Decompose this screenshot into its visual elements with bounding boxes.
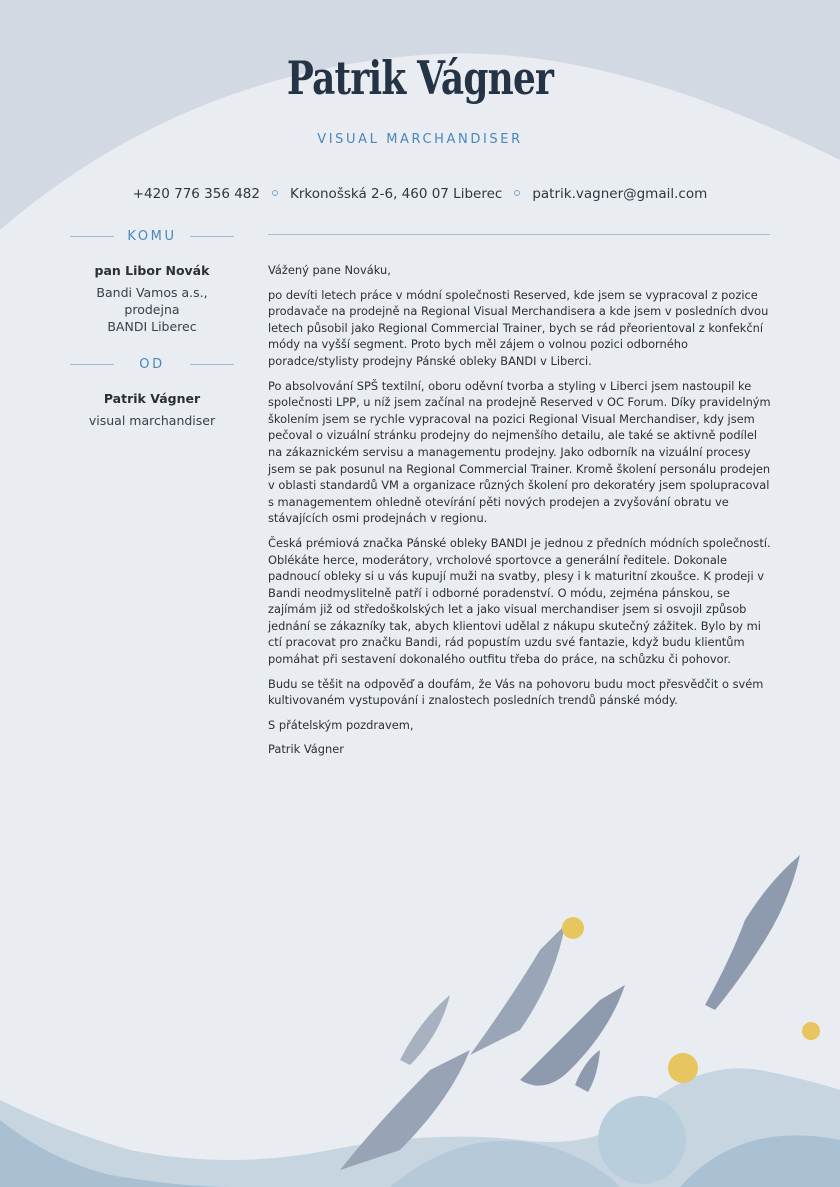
divider xyxy=(70,364,114,365)
contact-line xyxy=(0,185,840,203)
divider xyxy=(70,236,114,237)
recipient-block xyxy=(70,227,234,335)
paragraph: Po absolvování SPŠ textilní, oboru oděvní tvorba a styling v Liberci jsem nastoupil ke společnosti LPP, u níž jsem začínal na prodejně Reserved v OC Forum. Díky pravidelným školením jsem se rychle vypracoval na pozici Regional Visual Merchandiser, kdy jsem pečoval o vizuální stránku prodejny do nejmenšího detailu, ale také se aktivně podílel na zákaznickém servisu a managementu prodejny. Jako odborník na vizuální procesy jsem se pak posunul na Regional Commercial Trainer. Kromě školení personálu prodejen v oblasti standardů VM a organizace různých školení pro dekoratéry jsem spolupracoval s managementem ohledně otevírání pěti nových prodejen a zvyšování obratu ve stávajících osmi prodejnách v regionu. xyxy=(268,378,771,526)
header-divider xyxy=(268,234,770,235)
signature: Patrik Vágner xyxy=(268,742,344,757)
letter-body xyxy=(268,262,772,766)
recipient-company-line: Bandi Vamos a.s., prodejna xyxy=(96,285,208,317)
separator-dot-icon xyxy=(514,190,520,196)
recipient-company-line: BANDI Liberec xyxy=(107,319,197,334)
paragraph: po devíti letech práce v módní společnosti Reserved, kde jsem se vypracoval z pozice prodavače na prodejně na Regional Visual Merchandisera a kde jsem v posledních dvou letech působil jako Regional Commercial Trainer, bych se rád přeorientoval z konfekční módy na vyšší segment. Proto bych měl zájem o volnou pozici odborného poradce/stylisty prodejny Pánské obleky BANDI v Liberci. xyxy=(268,287,769,368)
email-link[interactable]: patrik.vagner@gmail.com xyxy=(532,186,708,202)
divider xyxy=(190,364,234,365)
recipient-company xyxy=(70,284,234,335)
sender-role: visual marchandiser xyxy=(88,413,216,428)
sender-name: Patrik Vágner xyxy=(103,391,201,406)
address: Krkonošská 2-6, 460 07 Liberec xyxy=(290,186,503,202)
divider xyxy=(190,236,234,237)
sender-heading-label: OD xyxy=(139,357,165,372)
phone-number[interactable]: +420 776 356 482 xyxy=(132,186,260,202)
sender-heading xyxy=(70,355,234,373)
sender-block xyxy=(70,355,234,429)
salutation: Vážený pane Nováku, xyxy=(268,263,391,277)
applicant-name: Patrik Vágner xyxy=(286,51,554,105)
recipient-heading xyxy=(70,227,234,245)
recipient-heading-label: KOMU xyxy=(127,229,177,244)
recipient-name: pan Libor Novák xyxy=(94,263,210,278)
paragraph: Česká prémiová značka Pánské obleky BANDI je jednou z předních módních společností. Oblékáte herce, moderátory, vrcholové sportovce a generální ředitele. Dokonale padnoucí obleky si u vás kupují muži na svatby, plesy i k maturitní zkoušce. K prodeji v Bandi neodmyslitelně patří i odborné poradenství. O módu, zejména pánskou, se zajímám již od středoškolských let a jako visual merchandiser jsem si osvojil způsob jednání se zákazníky tak, abych klientovi udělal z nákupu skutečný zážitek. Bylo by mi ctí pracovat pro značku Bandi, rád popustím uzdu své fantazie, když budu klientům pomáhat při sestavení dokonalého outfitu třeba do práce, na schůzku či pohovor. xyxy=(268,535,771,667)
job-title: VISUAL MARCHANDISER xyxy=(317,132,523,147)
separator-dot-icon xyxy=(272,190,278,196)
paragraph: Budu se těšit na odpověď a doufám, že Vás na pohovoru budu moct přesvědčit o svém kultivovaném vystupování i znalostech posledních trendů pánské módy. xyxy=(268,676,764,708)
closing: S přátelským pozdravem, xyxy=(268,717,414,732)
